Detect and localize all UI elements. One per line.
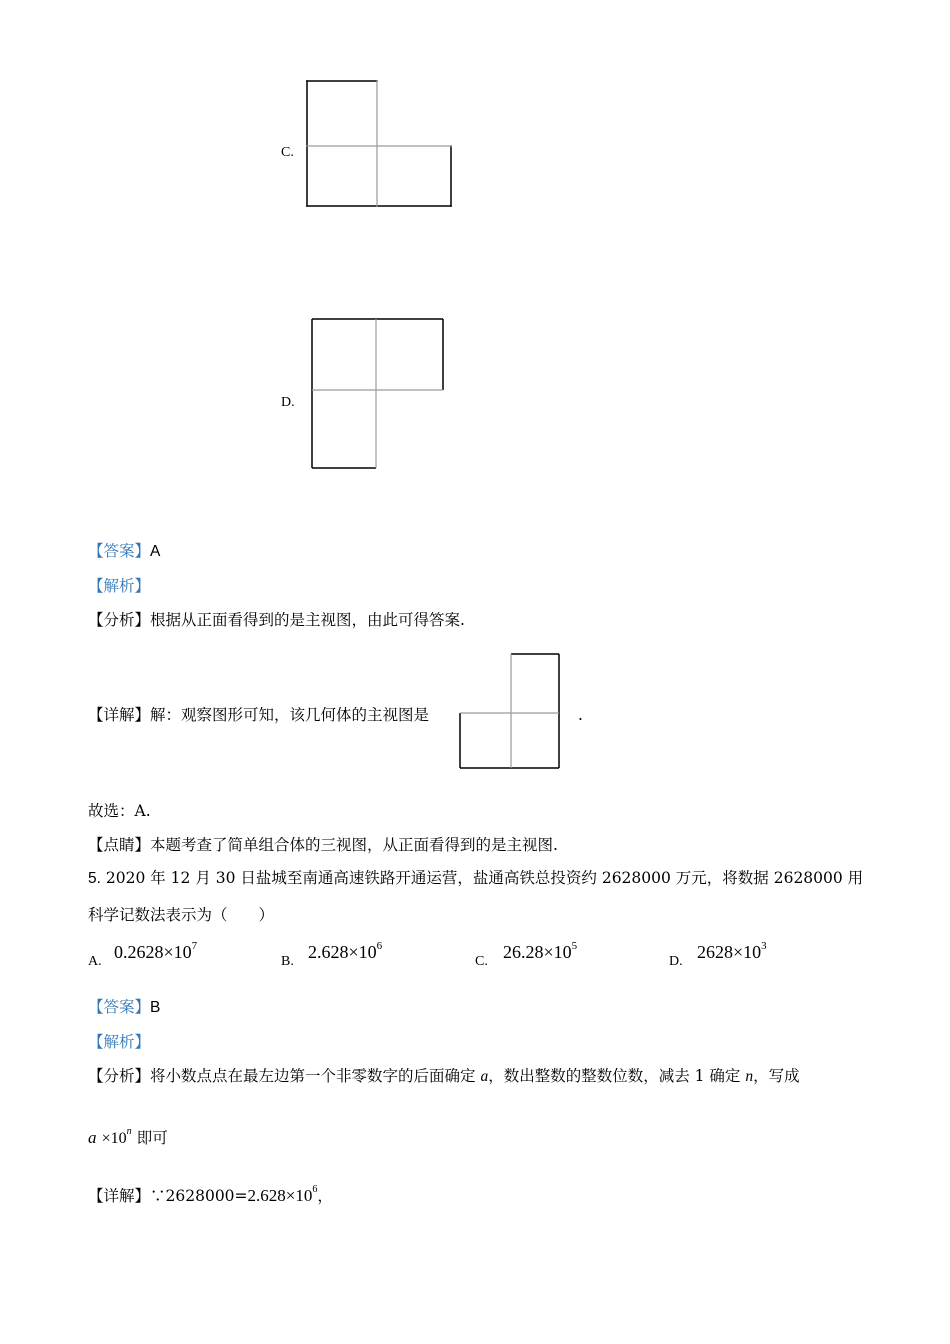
q5-option-a-exp: 7: [191, 940, 198, 952]
q5-option-a-value: [114, 940, 197, 963]
q4-detail-end: .: [578, 706, 583, 724]
q5-option-b-label: B.: [281, 954, 294, 969]
q4-analysis-tag: 【解析】: [88, 577, 151, 595]
q4-dianjing-text: 本题考查了简单组合体的三视图，从正面看得到的是主视图.: [150, 836, 558, 854]
q5-answer-value: B: [150, 999, 161, 1016]
q5-formula-suffix: 即可: [136, 1129, 168, 1147]
q5-option-b-mantissa: 2.628: [308, 942, 349, 962]
q5-analysis-tag: 【解析】: [88, 1033, 151, 1051]
q5-fenxi-line: [88, 1066, 800, 1087]
q5-option-a-label: A.: [88, 954, 102, 969]
q5-option-d-times: ×10: [733, 942, 762, 962]
q5-formula-power: [101, 1126, 132, 1147]
q5-stem-text1: 2020 年 12 月 30 日盐城至南通高速铁路开通运营，盐通高铁总投资约 2628000 万元，将数据 2628000 用: [105, 869, 864, 887]
q5-option-d-exp: 3: [761, 940, 767, 952]
q5-option-b-exp: 6: [376, 940, 383, 952]
q5-option-d-value: [697, 940, 767, 963]
q4-detail-tag: 【详解】: [88, 706, 151, 724]
q5-option-c-mantissa: 26.28: [503, 942, 544, 962]
q4-dianjing-line: [88, 835, 558, 855]
q5-stem-line2: 科学记数法表示为（ ）: [88, 906, 275, 924]
q4-answer-value: A: [150, 543, 161, 560]
q5-option-c-times: ×10: [543, 942, 572, 962]
q5-answer-line: [88, 997, 160, 1018]
q5-formula-exp: n: [126, 1126, 132, 1137]
q5-option-c-label: C.: [475, 954, 488, 969]
q5-answer-tag: 【答案】: [88, 998, 151, 1016]
q5-option-c-value: [503, 940, 577, 963]
q5-option-d-label: D.: [669, 954, 683, 969]
q5-option-b-times: ×10: [348, 942, 377, 962]
q5-option-c-exp: 5: [571, 940, 578, 952]
q5-option-a-times: ×10: [163, 942, 192, 962]
q5-analysis-line: [88, 1032, 150, 1052]
q5-fenxi-var-a: a: [480, 1068, 489, 1085]
q5-detail-end: ，: [317, 1187, 333, 1205]
q5-number: 5.: [88, 870, 101, 887]
q5-fenxi-var-n: n: [745, 1068, 754, 1085]
q4-fenxi-tag: 【分析】: [88, 611, 151, 629]
option-d-label: D.: [281, 395, 295, 410]
q4-answer-tag: 【答案】: [88, 542, 151, 560]
q5-option-b-value: [308, 940, 382, 963]
q4-choice: 故选：A.: [88, 802, 151, 820]
q5-fenxi-part2: ，数出整数的整数位数，减去 1 确定: [488, 1067, 741, 1085]
q5-formula-a: a: [88, 1128, 97, 1147]
q5-detail-times: ×10: [285, 1186, 313, 1205]
q5-detail-because: ∵2628000=: [150, 1187, 248, 1205]
q5-fenxi-part3: ，写成: [753, 1067, 800, 1085]
option-c-label: C.: [281, 145, 294, 160]
q5-option-a-mantissa: 0.2628: [114, 942, 164, 962]
q5-detail-value: [248, 1186, 318, 1205]
q5-detail-line: [88, 1184, 333, 1206]
q5-formula-times: ×10: [101, 1130, 127, 1147]
q4-detail-text: 解：观察图形可知，该几何体的主视图是: [150, 706, 430, 724]
q5-formula-line: [88, 1126, 168, 1148]
q5-detail-tag: 【详解】: [88, 1187, 151, 1205]
q4-fenxi-text: 根据从正面看得到的是主视图，由此可得答案.: [150, 611, 465, 629]
q5-option-d-mantissa: 2628: [697, 942, 733, 962]
q5-fenxi-tag: 【分析】: [88, 1067, 151, 1085]
q5-detail-exp: 6: [312, 1184, 318, 1195]
q5-stem-line1: [88, 868, 863, 889]
q4-dianjing-tag: 【点睛】: [88, 836, 151, 854]
q5-detail-mantissa: 2.628: [247, 1186, 286, 1205]
q5-fenxi-part1: 将小数点点在最左边第一个非零数字的后面确定: [150, 1067, 476, 1085]
